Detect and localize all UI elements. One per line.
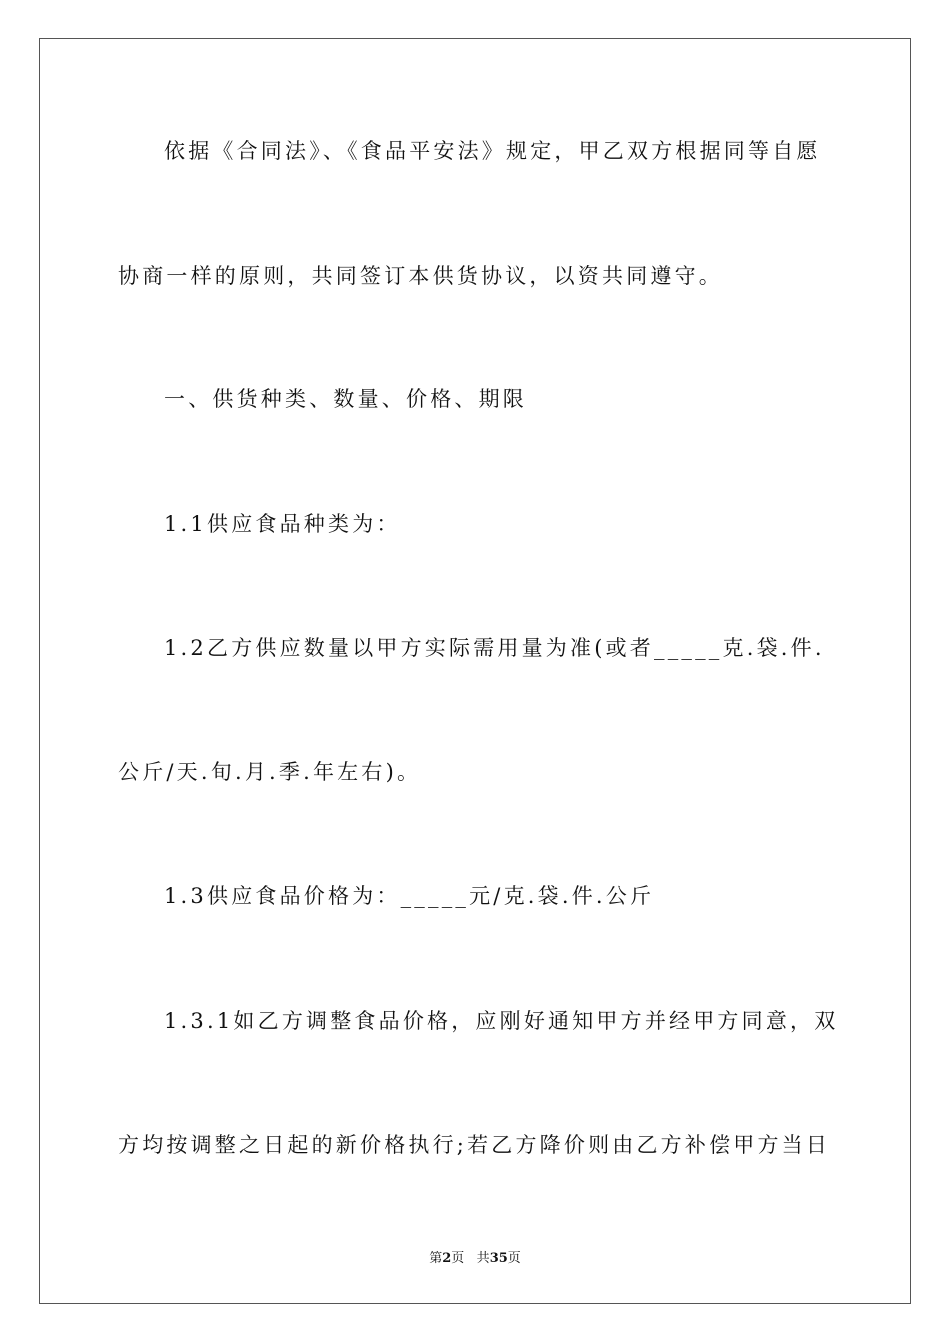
footer-total-unit: 页: [507, 1251, 521, 1266]
clause-1-3-1: 1.3.1如乙方调整食品价格，应刚好通知甲方并经甲方同意，双: [164, 1009, 839, 1033]
paragraph-line-2: 协商一样的原则，共同签订本供货协议，以资共同遵守。: [118, 264, 723, 288]
clause-1-1: 1.1供应食品种类为：: [164, 512, 401, 536]
section-heading: 一、供货种类、数量、价格、期限: [164, 387, 527, 411]
footer-page-unit: 页: [451, 1251, 465, 1266]
clause-1-2-continued: 公斤/天.旬.月.季.年左右)。: [118, 760, 422, 784]
footer-total-prefix: 共: [476, 1251, 490, 1266]
page-footer: [0, 1247, 950, 1266]
clause-1-2: 1.2乙方供应数量以甲方实际需用量为准(或者_____克.袋.件.: [164, 636, 825, 660]
page-frame: [39, 38, 911, 1304]
clause-1-3-1-continued: 方均按调整之日起的新价格执行;若乙方降价则由乙方补偿甲方当日: [118, 1133, 831, 1157]
clause-1-3: 1.3供应食品价格为：_____元/克.袋.件.公斤: [164, 884, 655, 908]
total-pages-number: 35: [489, 1251, 508, 1266]
current-page-number: 2: [442, 1251, 452, 1266]
footer-prefix: 第: [429, 1251, 443, 1266]
paragraph-line-1: 依据《合同法》、《食品平安法》规定，甲乙双方根据同等自愿: [164, 139, 821, 163]
